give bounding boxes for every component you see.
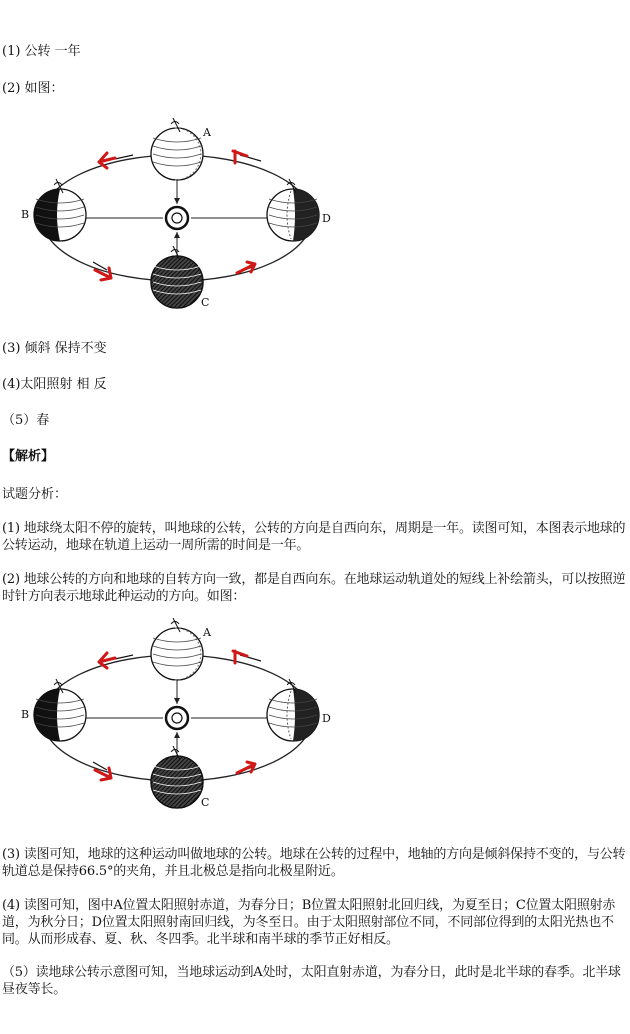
answer-4: (4)太阳照射 相 反: [2, 377, 107, 392]
earth-orbit-diagram-2: [15, 618, 345, 818]
ray-c-head: [174, 232, 180, 238]
label-d: D: [322, 712, 331, 725]
analysis-paragraph-1: (1) 地球绕太阳不停的旋转，叫地球的公转，公转的方向是自西向东，周期是一年。读图可知，本图表示地球的公转运动，地球在轨道上运动一周所需的时间是一年。: [2, 521, 626, 553]
earth-b: [34, 179, 86, 241]
red-arrow-bottom-left: [95, 268, 111, 280]
analysis-paragraph-4: (4) 读图可知，图中A位置太阳照射赤道，为春分日；B位置太阳照射北回归线，为夏至日；C位置太阳照射赤道，为秋分日；D位置太阳照射南回归线，为冬至日。由于太阳照射部位不同，不同部位得到的太阳光热也不同。从而形成春、夏、秋、冬四季。北半球和南半球的季节正好相反。: [2, 898, 616, 947]
earth-a: [151, 618, 203, 680]
earth-a: [151, 118, 203, 180]
earth-d: [267, 179, 319, 241]
earth-b: [34, 679, 86, 741]
analysis-paragraph-3: (3) 读图可知，地球的这种运动叫做地球的公转。地球在公转的过程中，地轴的方向是倾斜保持不变的，与公转轨道总是保持66.5°的夹角，并且北极总是指向北极星附近。: [2, 847, 626, 879]
label-b: B: [21, 208, 30, 221]
earth-d: [267, 679, 319, 741]
analysis-paragraph-2: (2) 地球公转的方向和地球的自转方向一致，都是自西向东。在地球运动轨道处的短线上补绘箭头，可以按照逆时针方向表示地球此种运动的方向。如图：: [2, 572, 626, 604]
answer-5: （5）春: [2, 413, 50, 428]
red-arrow-bottom-left: [95, 768, 111, 780]
red-arrow-bottom-right: [237, 262, 255, 273]
analysis-paragraph-5: （5）读地球公转示意图可知，当地球运动到A处时，太阳直射赤道，为春分日，此时是北半球的春季。北半球昼夜等长。: [2, 965, 621, 997]
sun-core: [172, 213, 182, 223]
earth-orbit-diagram: [15, 118, 345, 318]
label-a: A: [203, 626, 211, 639]
analysis-intro: 试题分析：: [2, 487, 68, 502]
answer-1: (1) 公转 一年: [2, 44, 81, 59]
ray-a-head: [174, 198, 180, 204]
answer-2: (2) 如图：: [2, 81, 64, 96]
ray-c-head: [174, 732, 180, 738]
ray-a-head: [174, 698, 180, 704]
answer-3: (3) 倾斜 保持不变: [2, 341, 107, 356]
analysis-heading: 【解析】: [2, 449, 55, 464]
red-arrow-bottom-right: [237, 762, 255, 773]
label-a: A: [203, 126, 211, 139]
sun-core: [172, 713, 182, 723]
label-b: B: [21, 708, 30, 721]
label-c: C: [201, 796, 210, 809]
label-d: D: [322, 212, 331, 225]
label-c: C: [201, 296, 210, 309]
